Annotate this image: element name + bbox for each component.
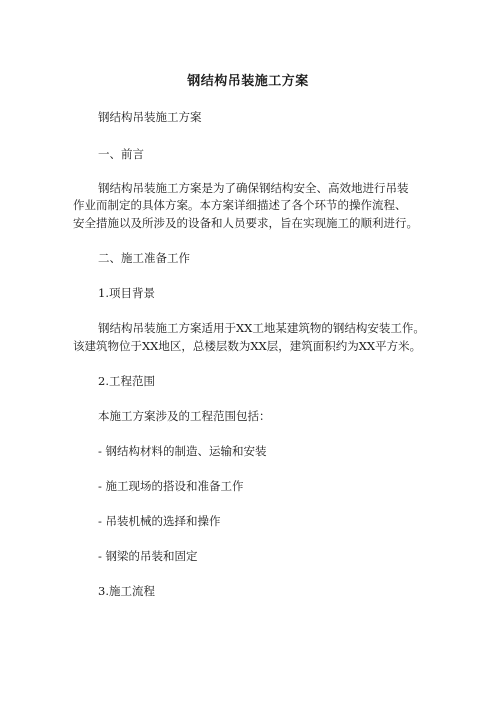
document-title: 钢结构吊装施工方案 [187, 74, 309, 89]
scope-list-item: - 施工现场的搭设和准备工作 [98, 479, 244, 493]
section-heading-preparation: 二、施工准备工作 [98, 251, 190, 265]
scope-intro: 本施工方案涉及的工程范围包括： [98, 409, 271, 423]
intro-paragraph-line-2: 作业而制定的具体方案。本方案详细描述了各个环节的操作流程、 [73, 198, 407, 212]
subsection-heading-background: 1.项目背景 [98, 286, 155, 300]
background-paragraph-line-1: 钢结构吊装施工方案适用于XX工地某建筑物的钢结构安装工作。 [98, 321, 425, 335]
subsection-heading-process: 3.施工流程 [98, 584, 155, 598]
section-heading-preface: 一、前言 [98, 147, 144, 161]
document-subtitle: 钢结构吊装施工方案 [98, 110, 202, 124]
intro-paragraph-line-3: 安全措施以及所涉及的设备和人员要求，旨在实现施工的顺利进行。 [73, 216, 418, 230]
scope-list-item: - 钢梁的吊装和固定 [98, 549, 198, 563]
subsection-heading-scope: 2.工程范围 [98, 374, 155, 388]
scope-list-item: - 钢结构材料的制造、运输和安装 [98, 444, 267, 458]
intro-paragraph-line-1: 钢结构吊装施工方案是为了确保钢结构安全、高效地进行吊装 [98, 181, 409, 195]
scope-list-item: - 吊装机械的选择和操作 [98, 514, 221, 528]
background-paragraph-line-2: 该建筑物位于XX地区，总楼层数为XX层，建筑面积约为XX平方米。 [73, 339, 422, 353]
